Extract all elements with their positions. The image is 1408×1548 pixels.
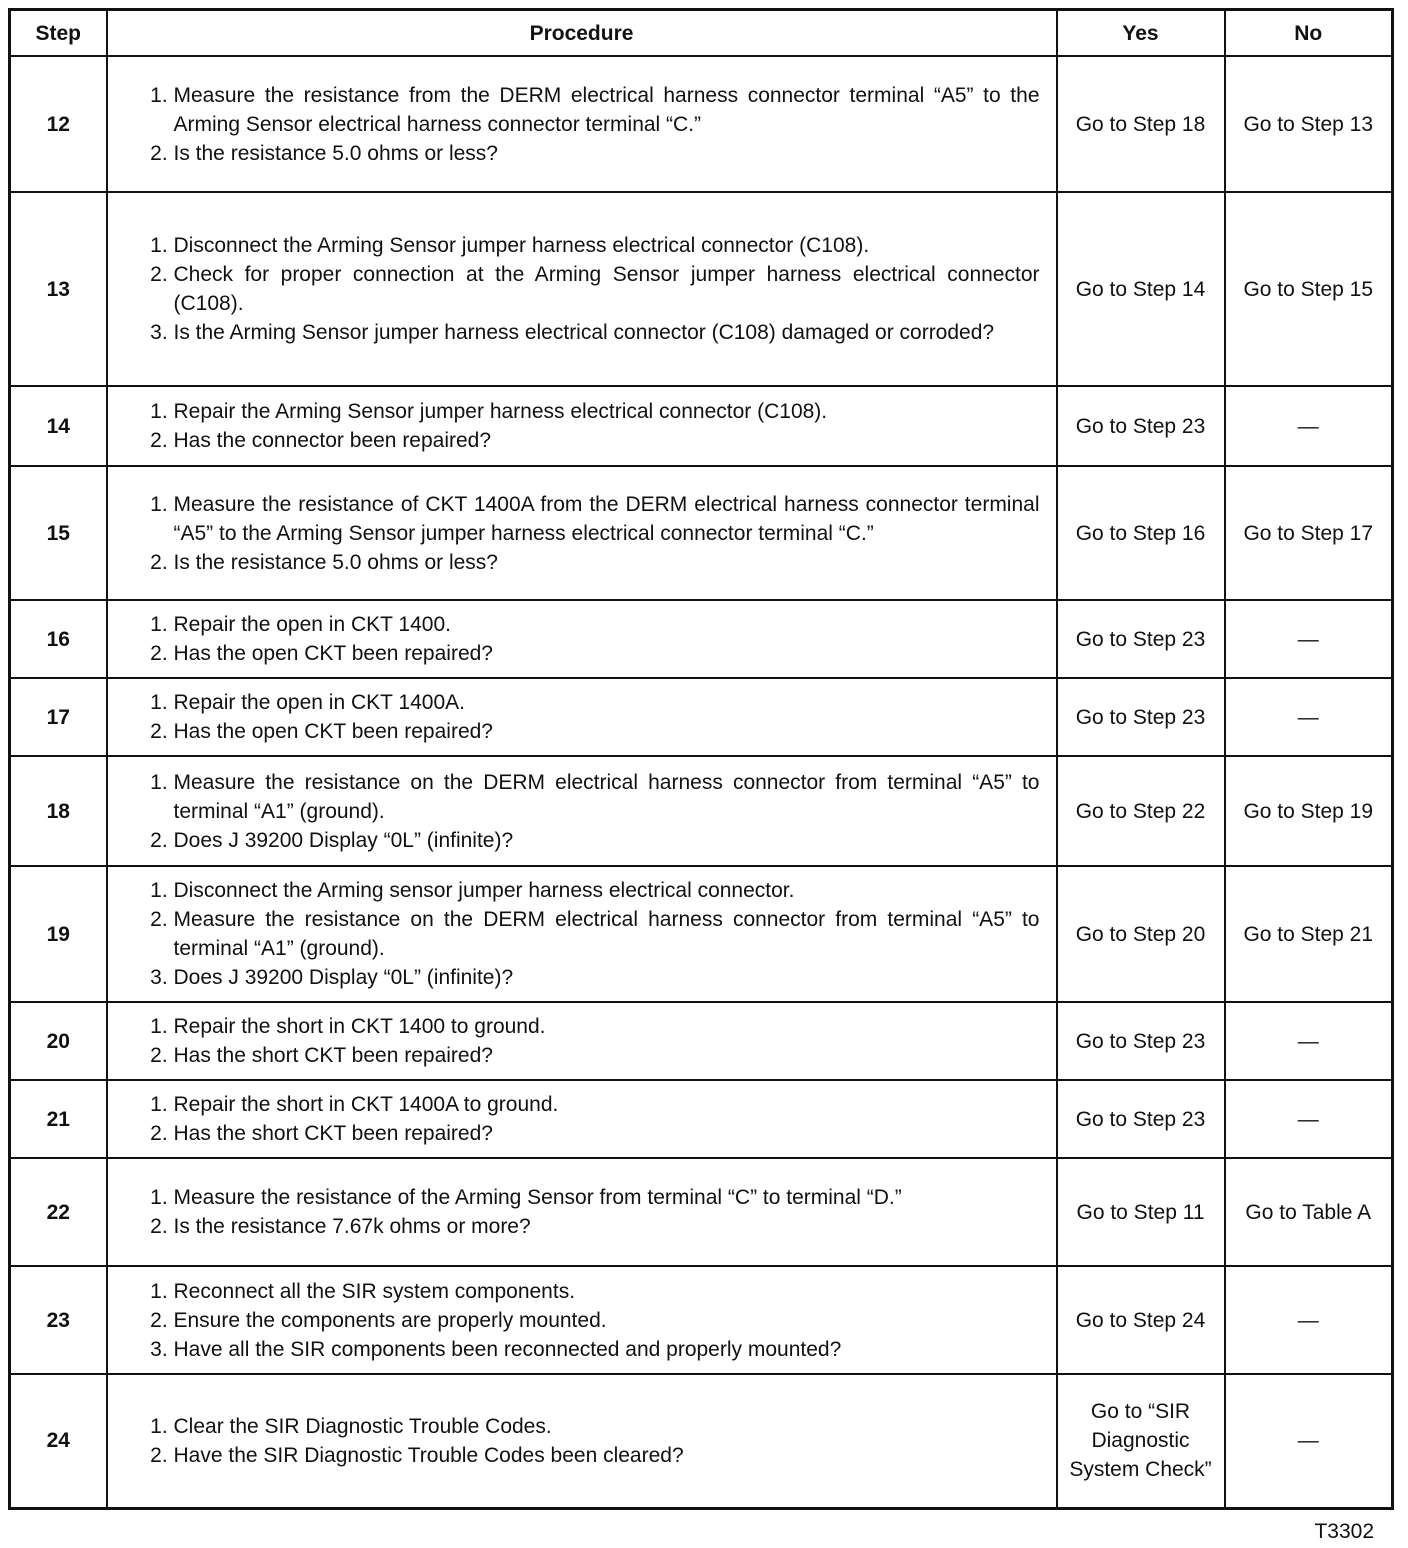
no-cell: — xyxy=(1225,1002,1393,1080)
no-cell: — xyxy=(1225,386,1393,466)
yes-cell: Go to Step 20 xyxy=(1057,866,1225,1002)
yes-cell: Go to Step 23 xyxy=(1057,678,1225,756)
procedure-item: 1. Disconnect the Arming sensor jumper harness electrical connector. xyxy=(174,876,1040,905)
table-row xyxy=(10,756,1393,866)
yes-cell: Go to Step 23 xyxy=(1057,1002,1225,1080)
no-cell: Go to Step 21 xyxy=(1225,866,1393,1002)
step-cell: 23 xyxy=(10,1266,107,1374)
procedure-cell xyxy=(107,386,1057,466)
step-cell: 15 xyxy=(10,466,107,600)
yes-cell: Go to Step 24 xyxy=(1057,1266,1225,1374)
procedure-item: 3. Have all the SIR components been reconnected and properly mounted? xyxy=(174,1335,1040,1364)
table-row xyxy=(10,192,1393,386)
procedure-cell xyxy=(107,56,1057,192)
procedure-list xyxy=(128,876,1040,992)
procedure-item: 1. Repair the open in CKT 1400A. xyxy=(174,688,1040,717)
header-row xyxy=(10,10,1393,57)
procedure-item: 2. Has the open CKT been repaired? xyxy=(174,639,1040,668)
step-cell: 12 xyxy=(10,56,107,192)
step-cell: 21 xyxy=(10,1080,107,1158)
step-cell: 16 xyxy=(10,600,107,678)
table-row xyxy=(10,600,1393,678)
procedure-item: 1. Measure the resistance of CKT 1400A from the DERM electrical harness connector terminal “A5” to the Arming Sensor jumper harness electrical connector terminal “C.” xyxy=(174,490,1040,548)
yes-cell: Go to Step 16 xyxy=(1057,466,1225,600)
procedure-item: 2. Has the short CKT been repaired? xyxy=(174,1119,1040,1148)
step-cell: 14 xyxy=(10,386,107,466)
step-cell: 20 xyxy=(10,1002,107,1080)
yes-cell: Go to Step 14 xyxy=(1057,192,1225,386)
procedure-list xyxy=(128,81,1040,168)
procedure-list xyxy=(128,1412,1040,1470)
procedure-item: 1. Reconnect all the SIR system components. xyxy=(174,1277,1040,1306)
procedure-item: 2. Is the resistance 5.0 ohms or less? xyxy=(174,548,1040,577)
yes-cell: Go to Step 22 xyxy=(1057,756,1225,866)
no-cell: — xyxy=(1225,600,1393,678)
procedure-cell xyxy=(107,1266,1057,1374)
no-cell: Go to Step 15 xyxy=(1225,192,1393,386)
procedure-item: 2. Is the resistance 7.67k ohms or more? xyxy=(174,1212,1040,1241)
procedure-item: 1. Repair the short in CKT 1400 to ground. xyxy=(174,1012,1040,1041)
no-cell: Go to Step 19 xyxy=(1225,756,1393,866)
procedure-cell xyxy=(107,678,1057,756)
yes-cell: Go to “SIR Diagnostic System Check” xyxy=(1057,1374,1225,1508)
procedure-item: 2. Measure the resistance on the DERM electrical harness connector from terminal “A5” to terminal “A1” (ground). xyxy=(174,905,1040,963)
procedure-item: 1. Repair the open in CKT 1400. xyxy=(174,610,1040,639)
step-cell: 17 xyxy=(10,678,107,756)
procedure-item: 2. Has the open CKT been repaired? xyxy=(174,717,1040,746)
procedure-item: 2. Has the short CKT been repaired? xyxy=(174,1041,1040,1070)
procedure-item: 1. Measure the resistance of the Arming Sensor from terminal “C” to terminal “D.” xyxy=(174,1183,1040,1212)
table-body xyxy=(10,56,1393,1508)
procedure-list xyxy=(128,231,1040,347)
yes-cell: Go to Step 23 xyxy=(1057,386,1225,466)
table-row xyxy=(10,1266,1393,1374)
figure-id: T3302 xyxy=(1314,1520,1374,1543)
table-header xyxy=(10,10,1393,57)
table-row xyxy=(10,56,1393,192)
no-cell: — xyxy=(1225,1266,1393,1374)
yes-cell: Go to Step 23 xyxy=(1057,1080,1225,1158)
table-row xyxy=(10,466,1393,600)
procedure-cell xyxy=(107,1080,1057,1158)
procedure-cell xyxy=(107,756,1057,866)
no-cell: Go to Step 13 xyxy=(1225,56,1393,192)
procedure-item: 1. Repair the short in CKT 1400A to ground. xyxy=(174,1090,1040,1119)
table-row xyxy=(10,866,1393,1002)
procedure-cell xyxy=(107,600,1057,678)
no-cell: Go to Table A xyxy=(1225,1158,1393,1266)
procedure-list xyxy=(128,397,1040,455)
procedure-item: 2. Is the resistance 5.0 ohms or less? xyxy=(174,139,1040,168)
procedure-table xyxy=(8,8,1394,1510)
procedure-cell xyxy=(107,466,1057,600)
procedure-item: 2. Has the connector been repaired? xyxy=(174,426,1040,455)
step-cell: 13 xyxy=(10,192,107,386)
header-no: No xyxy=(1225,10,1393,57)
procedure-cell xyxy=(107,866,1057,1002)
header-yes: Yes xyxy=(1057,10,1225,57)
procedure-cell xyxy=(107,1374,1057,1508)
procedure-item: 2. Ensure the components are properly mounted. xyxy=(174,1306,1040,1335)
procedure-item: 2. Check for proper connection at the Arming Sensor jumper harness electrical connector (C108). xyxy=(174,260,1040,318)
no-cell: — xyxy=(1225,678,1393,756)
procedure-list xyxy=(128,1012,1040,1070)
table-row xyxy=(10,1002,1393,1080)
procedure-item: 1. Repair the Arming Sensor jumper harness electrical connector (C108). xyxy=(174,397,1040,426)
procedure-item: 3. Is the Arming Sensor jumper harness electrical connector (C108) damaged or corroded? xyxy=(174,318,1040,347)
table-row xyxy=(10,1158,1393,1266)
procedure-cell xyxy=(107,192,1057,386)
header-step: Step xyxy=(10,10,107,57)
no-cell: — xyxy=(1225,1374,1393,1508)
procedure-item: 2. Have the SIR Diagnostic Trouble Codes been cleared? xyxy=(174,1441,1040,1470)
procedure-list xyxy=(128,1090,1040,1148)
table-row xyxy=(10,678,1393,756)
table-row xyxy=(10,386,1393,466)
procedure-list xyxy=(128,688,1040,746)
procedure-list xyxy=(128,610,1040,668)
procedure-item: 3. Does J 39200 Display “0L” (infinite)? xyxy=(174,963,1040,992)
procedure-cell xyxy=(107,1002,1057,1080)
procedure-cell xyxy=(107,1158,1057,1266)
procedure-list xyxy=(128,490,1040,577)
procedure-list xyxy=(128,1277,1040,1364)
yes-cell: Go to Step 18 xyxy=(1057,56,1225,192)
procedure-list xyxy=(128,768,1040,855)
no-cell: Go to Step 17 xyxy=(1225,466,1393,600)
header-procedure: Procedure xyxy=(107,10,1057,57)
yes-cell: Go to Step 11 xyxy=(1057,1158,1225,1266)
table-row xyxy=(10,1080,1393,1158)
procedure-item: 1. Clear the SIR Diagnostic Trouble Codes. xyxy=(174,1412,1040,1441)
procedure-item: 1. Disconnect the Arming Sensor jumper harness electrical connector (C108). xyxy=(174,231,1040,260)
table-row xyxy=(10,1374,1393,1508)
step-cell: 18 xyxy=(10,756,107,866)
no-cell: — xyxy=(1225,1080,1393,1158)
step-cell: 19 xyxy=(10,866,107,1002)
step-cell: 22 xyxy=(10,1158,107,1266)
procedure-item: 1. Measure the resistance on the DERM electrical harness connector from terminal “A5” to terminal “A1” (ground). xyxy=(174,768,1040,826)
procedure-item: 2. Does J 39200 Display “0L” (infinite)? xyxy=(174,826,1040,855)
procedure-list xyxy=(128,1183,1040,1241)
step-cell: 24 xyxy=(10,1374,107,1508)
procedure-item: 1. Measure the resistance from the DERM electrical harness connector terminal “A5” to the Arming Sensor electrical harness connector terminal “C.” xyxy=(174,81,1040,139)
yes-cell: Go to Step 23 xyxy=(1057,600,1225,678)
